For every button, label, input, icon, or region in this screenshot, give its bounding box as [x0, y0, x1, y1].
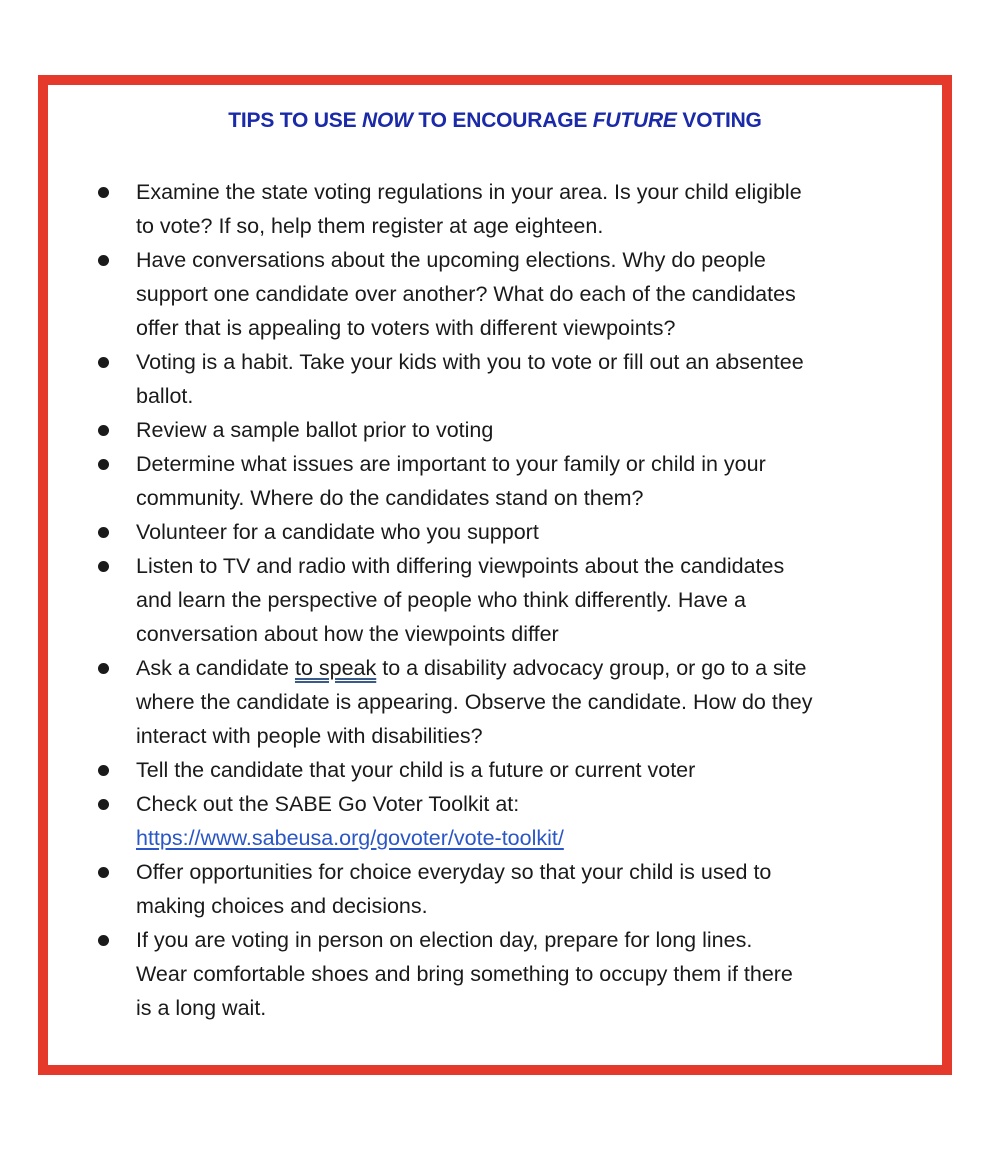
bullet-icon	[98, 799, 109, 810]
text-segment: community. Where do the candidates stand on them?	[136, 486, 644, 510]
page-title	[48, 109, 942, 133]
item-text-line	[136, 549, 812, 583]
text-segment: Have conversations about the upcoming elections. Why do people	[136, 248, 766, 272]
text-segment: TO ENCOURAGE	[412, 109, 593, 132]
item-text-line	[136, 855, 812, 889]
item-text-line	[136, 923, 812, 957]
bullet-icon	[98, 765, 109, 776]
text-segment: Review a sample ballot prior to voting	[136, 418, 494, 442]
text-segment: is a long wait.	[136, 996, 267, 1020]
text-segment: making choices and decisions.	[136, 894, 428, 918]
list-item	[48, 787, 812, 855]
item-text-line	[136, 379, 812, 413]
bullet-icon	[98, 935, 109, 946]
item-text-line	[136, 175, 812, 209]
text-segment: If you are voting in person on election day, prepare for long lines.	[136, 928, 753, 952]
text-segment: to vote? If so, help them register at age eighteen.	[136, 214, 604, 238]
list-item	[48, 175, 812, 243]
list-item	[48, 345, 812, 413]
title-emphasis: NOW	[362, 109, 413, 132]
list-item	[48, 515, 812, 549]
item-text-line	[136, 957, 812, 991]
item-text-line	[136, 821, 812, 855]
list-item	[48, 923, 812, 1025]
item-text-line	[136, 243, 812, 277]
item-text-line	[136, 617, 812, 651]
item-text-line	[136, 447, 812, 481]
text-segment: to a disability advocacy group, or go to a site	[376, 656, 807, 680]
list-item	[48, 243, 812, 345]
bullet-icon	[98, 459, 109, 470]
item-text-line	[136, 991, 812, 1025]
item-text-line	[136, 481, 812, 515]
item-text-line	[136, 413, 812, 447]
item-text-line	[136, 515, 812, 549]
item-text-line	[136, 277, 812, 311]
text-segment: Examine the state voting regulations in your area. Is your child eligible	[136, 180, 802, 204]
tips-list	[48, 175, 812, 1025]
text-segment: conversation about how the viewpoints differ	[136, 622, 559, 646]
text-segment: and learn the perspective of people who think differently. Have a	[136, 588, 746, 612]
text-segment: Offer opportunities for choice everyday so that your child is used to	[136, 860, 772, 884]
text-segment: Tell the candidate that your child is a future or current voter	[136, 758, 696, 782]
bullet-icon	[98, 187, 109, 198]
bullet-icon	[98, 663, 109, 674]
text-segment: Ask a candidate	[136, 656, 295, 680]
text-segment: Wear comfortable shoes and bring something to occupy them if there	[136, 962, 793, 986]
list-item	[48, 447, 812, 515]
text-segment: Determine what issues are important to your family or child in your	[136, 452, 766, 476]
item-text-line	[136, 787, 812, 821]
bullet-icon	[98, 561, 109, 572]
item-text-line	[136, 311, 812, 345]
item-text-line	[136, 719, 812, 753]
list-item	[48, 549, 812, 651]
bullet-icon	[98, 255, 109, 266]
text-segment: where the candidate is appearing. Observe the candidate. How do they	[136, 690, 813, 714]
list-item	[48, 413, 812, 447]
text-segment: support one candidate over another? What do each of the candidates	[136, 282, 796, 306]
text-segment: Listen to TV and radio with differing viewpoints about the candidates	[136, 554, 785, 578]
item-text-line	[136, 345, 812, 379]
item-text-line	[136, 651, 812, 685]
bullet-icon	[98, 425, 109, 436]
item-text-line	[136, 209, 812, 243]
bullet-icon	[98, 867, 109, 878]
list-item	[48, 753, 812, 787]
toolkit-link[interactable]: https://www.sabeusa.org/govoter/vote-toolkit/	[136, 826, 564, 850]
text-segment: ballot.	[136, 384, 194, 408]
bullet-icon	[98, 357, 109, 368]
item-text-line	[136, 753, 812, 787]
text-segment: VOTING	[676, 109, 762, 132]
text-segment: offer that is appealing to voters with different viewpoints?	[136, 316, 676, 340]
item-text-line	[136, 685, 812, 719]
item-text-line	[136, 583, 812, 617]
list-item	[48, 855, 812, 923]
text-segment: Voting is a habit. Take your kids with you to vote or fill out an absentee	[136, 350, 804, 374]
item-text-line	[136, 889, 812, 923]
tips-box	[38, 75, 952, 1075]
text-segment: TIPS TO USE	[228, 109, 363, 132]
text-segment: interact with people with disabilities?	[136, 724, 483, 748]
underlined-text: to speak	[294, 656, 377, 680]
title-emphasis: FUTURE	[592, 109, 677, 132]
bullet-icon	[98, 527, 109, 538]
list-item	[48, 651, 812, 753]
text-segment: Volunteer for a candidate who you support	[136, 520, 539, 544]
text-segment: Check out the SABE Go Voter Toolkit at:	[136, 792, 520, 816]
